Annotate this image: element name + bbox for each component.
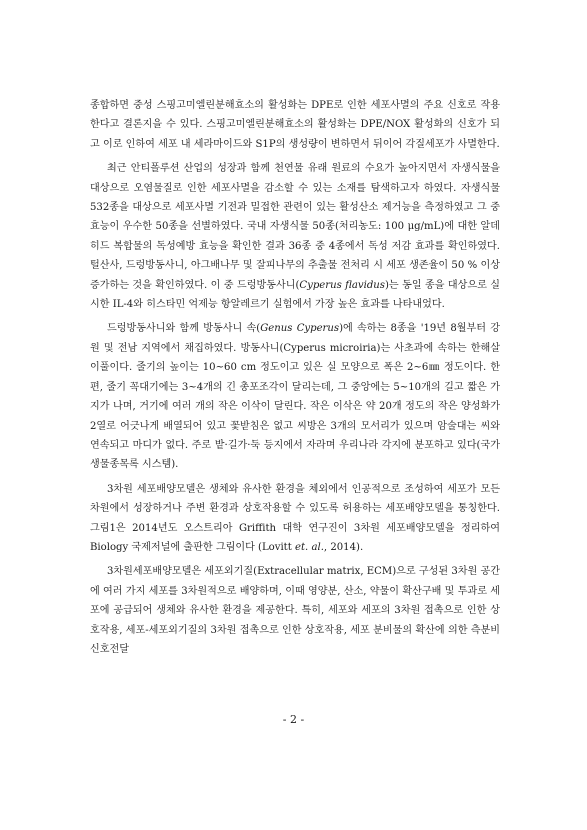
paragraph-1 bbox=[90, 96, 500, 154]
paragraph-4-text-b: , 2014). bbox=[323, 541, 364, 553]
page-number: - 2 - bbox=[282, 713, 305, 726]
paragraph-3-text-b: )에 속하는 8종을 '19년 8월부터 강원 및 전남 지역에서 채집하였다. 방동사니(Cyperus microiria)는 사초과에 속하는 한해살이풀이다. 줄기의 높이는 10~60 cm 정도이고 있은 실 모양으로 폭은 2~6㎜ 정도이다. 한편, 줄기 꼭대기에는 3~4개의 긴 총포조각이 달리는데, 그 중앙에는 5~10개의 길고 짧은 가지가 나며, 거기에 여러 개의 작은 이삭이 달린다. 작은 이삭은 약 20개 정도의 작은 양성화가 2열로 어긋나게 배열되어 있고 꽃받침은 없고 씨방은 3개의 모서리가 있으며 암술대는 씨와 연속되고 마디가 없다. 주로 밭·길가·둑 등지에서 자라며 우리나라 각지에 분포하고 있다(국가생물종목록 시스템). bbox=[90, 323, 500, 471]
document-body bbox=[90, 96, 500, 664]
paragraph-3-genus-name: Genus Cyperus bbox=[260, 323, 340, 335]
paragraph-5 bbox=[90, 562, 500, 659]
paragraph-3-text-a: 드렁방동사니와 함께 방동사니 속( bbox=[107, 323, 261, 335]
paragraph-4-citation-etal: et. al. bbox=[295, 541, 324, 553]
paragraph-2-species-name: Cyperus flavidus bbox=[299, 279, 385, 291]
paragraph-4 bbox=[90, 480, 500, 558]
paragraph-2-text-a: 최근 안티폴루션 산업의 성장과 함께 천연물 유래 원료의 수요가 높아지면서 자생식물을 대상으로 오염물질로 인한 세포사멸을 감소할 수 있는 소재를 탐색하고자 하였다. 자생식물 532종을 대상으로 세포사멸 기전과 밀접한 관련이 있는 활성산소 제거능을 측정하였고 그 중 효능이 우수한 50종을 선별하였다. 국내 자생식물 50종(처리농도: 100 μg/mL)에 대한 알데히드 복합물의 독성예방 효능을 확인한 결과 36종 중 4종에서 독성 저감 효과를 확인하였다. 털산사, 드렁방동사니, 아그배나무 및 잘피나무의 추출물 전처리 시 세포 생존율이 50 % 이상 증가하는 것을 확인하였다. 이 중 드렁방동사니( bbox=[90, 163, 500, 291]
paragraph-1-text: 종합하면 중성 스핑고미엘린분해효소의 활성화는 DPE로 인한 세포사멸의 주요 신호로 작용한다고 결론지을 수 있다. 스핑고미엘린분해효소의 활성화는 DPE/NOX 활성화의 신호가 되고 이로 인하여 세포 내 세라마이드와 S1P의 생성량이 변하면서 뒤이어 각질세포가 사멸한다. bbox=[90, 100, 500, 150]
paragraph-3 bbox=[90, 319, 500, 474]
paragraph-2-text-b: )는 동일 종을 대상으로 실시한 IL-4와 히스타민 억제능 항알레르기 실험에서 가장 높은 효과를 나타내었다. bbox=[90, 279, 501, 311]
paragraph-5-text: 3차원세포배양모델은 세포외기질(Extracellular matrix, ECM)으로 구성된 3차원 공간에 여러 가지 세포를 3차원적으로 배양하며, 이때 영양분, 산소, 약물이 확산구배 및 투과로 세포에 공급되어 생체와 유사한 환경을 제공한다. 특히, 세포와 세포의 3차원 접촉으로 인한 상호작용, 세포-세포외기질의 3차원 접촉으로 인한 상호작용, 세포 분비물의 확산에 의한 측분비신호전달 bbox=[90, 566, 500, 655]
paragraph-2 bbox=[90, 159, 500, 314]
paragraph-4-text-a: 3차원 세포배양모델은 생체와 유사한 환경을 체외에서 인공적으로 조성하여 세포가 모든 차원에서 성장하거나 주변 환경과 상호작용할 수 있도록 허용하는 세포배양모델을 통칭한다. 그림1은 2014년도 오스트리아 Griffith 대학 연구진이 3차원 세포배양모델을 정리하여 Biology 국제저널에 출판한 그림이다 (Lovitt bbox=[90, 483, 500, 553]
